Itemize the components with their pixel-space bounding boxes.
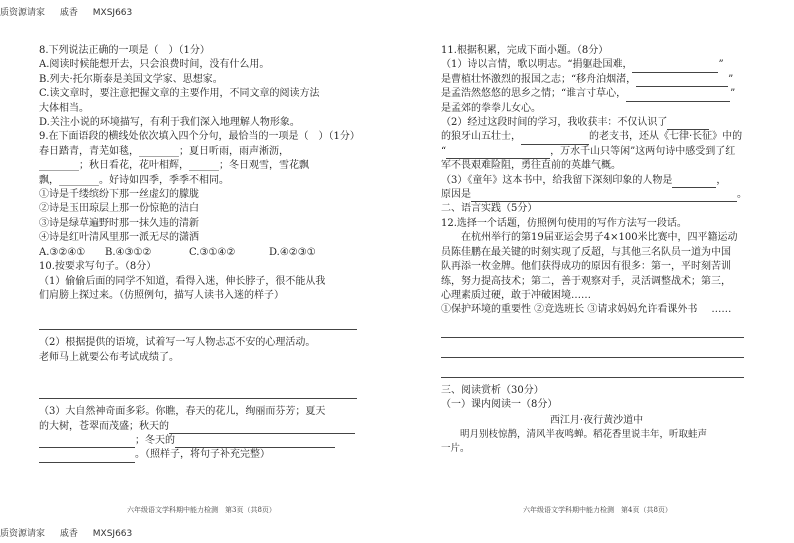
q12-example-line: 练，努力提高技术；第二，善于观察对手，灵活调整战术；第三，: [441, 275, 731, 287]
q11-3-line: [441, 188, 752, 202]
q9-choice-c: C.③①④②: [189, 246, 236, 258]
q10-3-text: 的大树，苍翠而茂盛；秋天的: [39, 420, 169, 432]
q12-example-line: 心理素质过硬，敢于冲破困境……: [441, 289, 591, 301]
q12-topic-ellipsis: ……: [711, 304, 732, 316]
q11-title: 11.根据积累，完成下面小题。（8分）: [441, 45, 609, 56]
q11-1-line: 是孟浩然悠悠的思乡之情；“谁言寸草心， ”: [441, 87, 752, 101]
q10-2-line: 老师马上就要公布考试成绩了。: [39, 351, 179, 363]
section-2-title: 二、语言实践（5分）: [441, 203, 538, 215]
q9-choice-d: D.④②③①: [269, 246, 316, 258]
q10-3-text: 。（照样子，将句子补充完整）: [135, 449, 270, 461]
q10-title: 10.按要求写句子。（8分）: [39, 261, 157, 273]
q9-item-4: ④诗是红叶清风里那一派无尽的潇洒: [39, 232, 199, 244]
poem-line: 一片。: [441, 443, 470, 455]
q9-passage-line: ________；秋日看花，花叶相辉，______；冬日观雪，雪花飘: [39, 160, 309, 172]
q9-choice-b: B.④③①②: [105, 246, 152, 258]
header-code: MXSJ663: [92, 529, 133, 539]
q11-2-text: “: [441, 145, 447, 157]
q8-title: 8.下列说法正确的一项是（ ）（1分）: [39, 45, 210, 56]
q11-3-text: 原因是: [441, 189, 471, 201]
q11-3-text: 。: [737, 189, 747, 201]
q8-option-d: D.关注小说的环境描写，有利于我们深入地理解人物形象。: [39, 117, 300, 129]
q9-title: 9.在下面语段的横线处依次填入四个分句，最恰当的一项是（ ）（1分）: [39, 131, 360, 143]
section-3-title: 三、阅读赏析（30分）: [441, 384, 544, 396]
q11-3-text: ，: [716, 174, 727, 186]
q10-2-line: （2）根据提供的语境，试着写一写人物忐忑不安的心理活动。: [39, 337, 316, 349]
q11-2-blank[interactable]: [446, 147, 550, 159]
reading-part-1-title: （一）课内阅读一（8分）: [441, 399, 558, 411]
q11-2-text: （2）经过这段时间的学习，我收获丰：不仅认识了: [441, 117, 668, 129]
q8-option-b: B.列夫·托尔斯泰是美国文学家、思想家。: [39, 73, 223, 85]
q11-1-line: （1）诗以言情，歌以明志。“捐躯赴国难， ”: [441, 58, 752, 72]
q10-1-line: （1）偷偷后面的同学不知道，看得入迷，伸长脖子，很不能从我: [39, 275, 326, 287]
q11-2-line: [441, 116, 752, 130]
q9-choices: [39, 246, 364, 260]
poem-line: 明月别枝惊鹊，清风半夜鸣蝉。稻花香里说丰年，听取蛙声: [460, 428, 708, 440]
q8-option-a: A.阅读时候能想开去，只会浪费时间，没有什么用。: [39, 59, 270, 71]
header-source: 质资源请家: [0, 8, 46, 18]
q11-2-line: [441, 130, 752, 144]
q12-answer-line[interactable]: [441, 346, 744, 358]
q8-option-c-cont: 大体相当。: [39, 102, 89, 114]
q11-3-line: [441, 174, 752, 188]
q11-2-line: [441, 145, 752, 159]
footer-right-page: 六年级语文学科期中能力检测 第4页（共8页）: [523, 506, 672, 514]
q10-3-blank-autumn[interactable]: [169, 422, 355, 434]
q11-1-text: （1）诗以言情，歌以明志。“捐躯赴国难，: [441, 59, 633, 71]
q11-2-blank[interactable]: [667, 118, 709, 130]
q10-3-text: ；冬天的: [135, 434, 175, 446]
q11-2-blank[interactable]: [521, 133, 589, 145]
q9-item-1: ①诗是千缕缤纷下那一丝虚幻的朦胧: [39, 189, 199, 201]
left-page-column: [39, 44, 364, 463]
header-author: 戚香: [59, 529, 78, 539]
poem-title: 西江月·夜行黄沙道中: [549, 414, 644, 426]
q11-1-text: 是孟浩然悠悠的思乡之情；“谁言寸草心，: [441, 88, 627, 100]
q11-1-text: 是曹植壮怀激烈的报国之志；“移舟泊烟渚，: [441, 73, 637, 85]
q12-example-line: 队再添一枚金牌。他们获得成功的原因有很多：第一，平时刻苦训: [441, 261, 731, 273]
top-watermark-header: [0, 5, 144, 18]
q11-1-line: 是曹植壮怀激烈的报国之志；“移舟泊烟渚， ”: [441, 73, 752, 87]
q9-item-3: ③诗是绿草遍野时那一抹久违的清新: [39, 217, 199, 229]
q9-passage-line: 春日踏青，青芜如毯，________；夏日听雨，雨声淅沥，: [39, 145, 289, 157]
q11-2-text: 的老支书，还从《七律·长征》中的: [589, 131, 743, 143]
q10-3-line: （3）大自然神奇面多彩。你瞧，春天的花儿，绚丽而芬芳；夏天: [39, 406, 326, 418]
bottom-watermark-header: [0, 526, 144, 539]
q8-option-c: C.读文章时，要注意把握文章的主要作用，不同文章的阅读方法: [39, 88, 320, 100]
q11-1-blank[interactable]: [626, 90, 730, 102]
q11-1-blank[interactable]: [632, 61, 718, 73]
q9-choice-a: A.③②④①: [39, 246, 86, 258]
q12-answer-line[interactable]: [441, 326, 744, 338]
q11-3-blank[interactable]: [471, 190, 737, 202]
q12-answer-line[interactable]: [441, 366, 744, 378]
q12-example-line: 员陈佳鹏在最关键的时刻实现了反超，与其他三名队员一道为中国: [441, 246, 731, 258]
q10-1-line: 们肩膀上探过来。（仿照例句，描写人读书入迷的样子）: [39, 289, 284, 301]
q11-2-line: 军不畏艰难险阻，勇往直前的英雄气概。: [441, 160, 621, 172]
q11-3-blank[interactable]: [672, 176, 716, 188]
q10-3-line: [39, 448, 364, 462]
q9-passage-line: 飘，________。好诗如四季，季季不相同。: [39, 174, 229, 186]
q10-3-line: [39, 434, 364, 448]
q10-3-line: [39, 420, 364, 434]
q12-topic-options: ①保护环境的重要性 ②竞选班长 ③请求妈妈允许看课外书: [441, 304, 698, 316]
header-source: 质资源请家: [0, 529, 46, 539]
q9-item-2: ②诗是玉田琼层上那一份惊艳的洁白: [39, 203, 199, 215]
q10-2-answer-line[interactable]: [39, 387, 357, 399]
q11-2-text: ，万水千山只等闲”这两句诗中感受到了红: [550, 145, 736, 157]
q12-example-line: 在杭州举行的第19届亚运会男子4×100米比赛中，四平籍运动: [461, 232, 738, 244]
q10-1-answer-line[interactable]: [39, 318, 357, 330]
q11-1-blank[interactable]: [636, 75, 728, 87]
q10-3-blank-winter-cont[interactable]: [39, 451, 135, 463]
q10-3-blank-autumn-cont[interactable]: [39, 436, 135, 448]
footer-left-page: 六年级语文学科期中能力检测 第3页（共8页）: [127, 506, 276, 514]
q12-title: 12.选择一个话题，仿照例句使用的写作方法写一段话。: [441, 217, 687, 229]
header-author: 戚香: [59, 8, 78, 18]
q12-topics: [441, 303, 752, 317]
right-page-column: [441, 44, 752, 457]
q11-2-text: 的狼牙山五壮士，: [441, 131, 521, 143]
header-code: MXSJ663: [92, 8, 133, 18]
q11-1-line: 是孟郊的拳拳儿女心。: [441, 102, 541, 114]
q11-3-text: （3）《童年》这本书中，给我留下深刻印象的人物是: [441, 174, 673, 186]
q10-3-blank-winter[interactable]: [175, 436, 335, 448]
